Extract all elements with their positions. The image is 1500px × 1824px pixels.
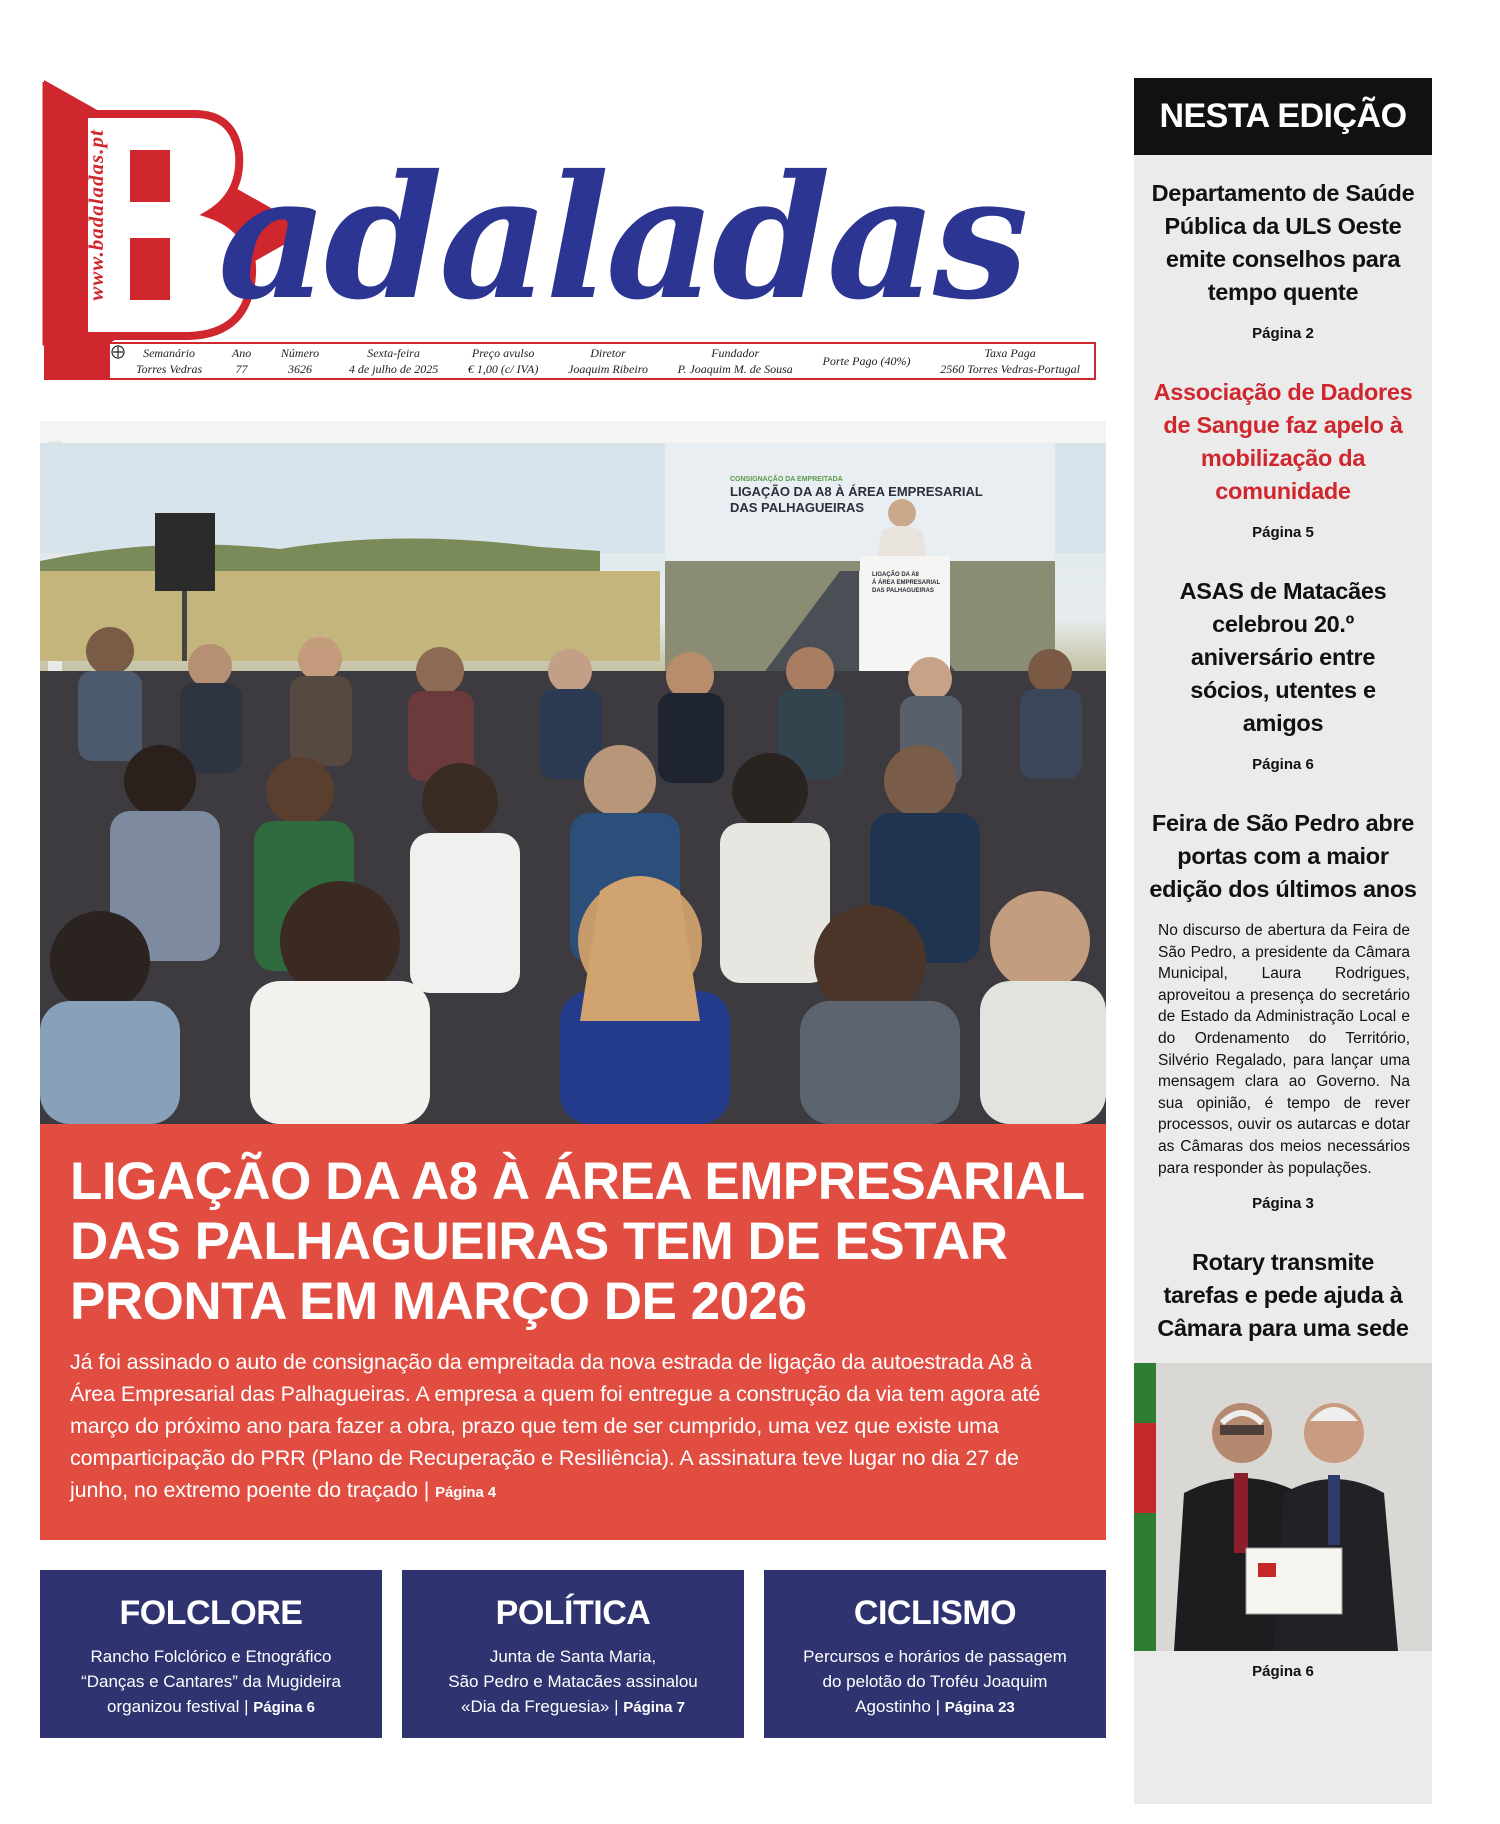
- sidebar-item-body: No discurso de abertura da Feira de São Pedro, a presidente da Câmara Municipal, Laura Rodrigues, aproveitou a presença do secretário de Estado da Administração Local e do Ordenamento do Território, Silvério Regalado, para lançar uma mensagem clara ao Governo. Na sua opinião, é tempo de rever processos, ouvir os autarcas e dotar as Câmaras dos meios necessários para responder às populações.: [1158, 922, 1410, 1177]
- sidebar-page-ref[interactable]: Página 6: [1252, 756, 1314, 773]
- lectern-line2: À ÁREA EMPRESARIAL: [872, 580, 941, 586]
- banner-small-text: CONSIGNAÇÃO DA EMPREITADA: [730, 476, 843, 483]
- info-director: Diretor Joaquim Ribeiro: [568, 346, 648, 376]
- logo-wordmark: adaladas: [218, 138, 1025, 338]
- banner-line2: DAS PALHAGUEIRAS: [730, 500, 865, 515]
- category-page-ref[interactable]: Página 6: [253, 1699, 315, 1716]
- category-politica[interactable]: [402, 1570, 744, 1738]
- sidebar-item-title: Feira de São Pedro abre portas com a maior edição dos últimos anos: [1149, 810, 1417, 902]
- lead-body: Já foi assinado o auto de consignação da empreitada da nova estrada de ligação da autoestrada A8 à Área Empresarial das Palhagueiras. A empresa a quem foi entregue a construção da via tem agora até março do próximo ano para fazer a obra, prazo que tem de ser cumprido, uma vez que existe uma comparticipação do PRR (Plano de Recuperação e Resiliência). A assinatura teve lugar no dia 27 de junho, no extremo poente do traçado: [70, 1350, 1041, 1502]
- category-title: POLÍTICA: [495, 1594, 651, 1632]
- info-number: Número 3626: [280, 346, 320, 376]
- sidebar-page-ref[interactable]: Página 6: [1252, 1663, 1314, 1681]
- sidebar-item-title: Rotary transmite tarefas e pede ajuda à Câmara para uma sede: [1157, 1249, 1409, 1342]
- category-title: FOLCLORE: [119, 1594, 303, 1632]
- ceremony-photo-illustration: [40, 421, 1106, 1124]
- category-title: CICLISMO: [853, 1594, 1017, 1632]
- lead-story: [40, 1124, 1106, 1540]
- main-photo: [40, 421, 1106, 1124]
- masthead: [40, 80, 1106, 382]
- lectern-line1: LIGAÇÃO DA A8: [872, 572, 919, 578]
- lead-headline[interactable]: [70, 1152, 1085, 1332]
- info-postage: Porte Pago (40%): [822, 353, 910, 369]
- sidebar-page-ref[interactable]: Página 2: [1252, 325, 1314, 342]
- sidebar-item-rotary-ref: [1134, 1663, 1432, 1680]
- sidebar-page-ref[interactable]: Página 3: [1252, 1195, 1314, 1213]
- sidebar-heading: NESTA EDIÇÃO: [1134, 78, 1432, 155]
- category-text: Percursos e horários de passagem do pelotão do Troféu Joaquim Agostinho | Página 23: [803, 1647, 1067, 1716]
- headline-line: PRONTA EM MARÇO DE 2026: [70, 1272, 807, 1331]
- category-ciclismo[interactable]: [764, 1570, 1106, 1738]
- sidebar-item-rotary[interactable]: [1134, 1246, 1432, 1345]
- lead-page-ref[interactable]: Página 4: [435, 1484, 497, 1501]
- sidebar-page-ref[interactable]: Página 5: [1252, 524, 1314, 541]
- category-folclore[interactable]: [40, 1570, 382, 1738]
- lead-summary: Já foi assinado o auto de consignação da empreitada da nova estrada de ligação da autoestrada A8 à Área Empresarial das Palhagueiras. A empresa a quem foi entregue a construção da via tem agora até março do próximo ano para fazer a obra, prazo que tem de ser cumprido, uma vez que existe uma comparticipação do PRR (Plano de Recuperação e Resiliência). A assinatura teve lugar no dia 27 de junho, no extremo poente do traçado | Página 4: [70, 1350, 1041, 1502]
- info-tax: Taxa Paga 2560 Torres Vedras-Portugal: [940, 346, 1080, 376]
- category-text: Junta de Santa Maria, São Pedro e Matacães assinalou «Dia da Freguesia» | Página 7: [448, 1647, 698, 1716]
- audience: [40, 627, 1106, 1124]
- info-date: Sexta-feira 4 de julho de 2025: [348, 346, 439, 376]
- sidebar-item-asas[interactable]: [1134, 575, 1432, 773]
- postal-emblem-icon: [110, 344, 126, 360]
- masthead-info-bar: [110, 342, 1096, 380]
- headline-line: LIGAÇÃO DA A8 À ÁREA EMPRESARIAL: [70, 1152, 1085, 1211]
- category-page-ref[interactable]: Página 7: [623, 1699, 685, 1716]
- category-text: Rancho Folclórico e Etnográfico “Danças e Cantares” da Mugideira organizou festival | Página 6: [81, 1647, 341, 1716]
- sidebar-item-saude[interactable]: [1134, 177, 1432, 342]
- sidebar-item-dadores[interactable]: [1134, 376, 1432, 541]
- info-founder: Fundador P. Joaquim M. de Sousa: [677, 346, 793, 376]
- sidebar-item-title: Departamento de Saúde Pública da ULS Oeste emite conselhos para tempo quente: [1151, 180, 1415, 305]
- info-year: Ano 77: [231, 346, 252, 376]
- rotary-photo-illustration: [1134, 1363, 1432, 1651]
- sidebar-item-title: Associação de Dadores de Sangue faz apelo à mobilização da comunidade: [1153, 379, 1413, 504]
- banner-line1: LIGAÇÃO DA A8 À ÁREA EMPRESARIAL: [730, 484, 983, 499]
- headline-line: DAS PALHAGUEIRAS TEM DE ESTAR: [70, 1212, 1008, 1271]
- info-price: Preço avulso € 1,00 (c/ IVA): [467, 346, 539, 376]
- category-page-ref[interactable]: Página 23: [944, 1699, 1015, 1716]
- sidebar-item-title: ASAS de Matacães celebrou 20.º aniversário entre sócios, utentes e amigos: [1179, 578, 1387, 736]
- rotary-photo: [1134, 1363, 1432, 1651]
- masthead-url[interactable]: www.badaladas.pt: [84, 129, 108, 301]
- sidebar-nesta-edicao: [1134, 78, 1432, 1804]
- lectern-line3: DAS PALHAGUEIRAS: [872, 588, 934, 594]
- info-weekly: Semanário Torres Vedras: [136, 346, 203, 376]
- sidebar-item-feira[interactable]: [1134, 807, 1432, 1212]
